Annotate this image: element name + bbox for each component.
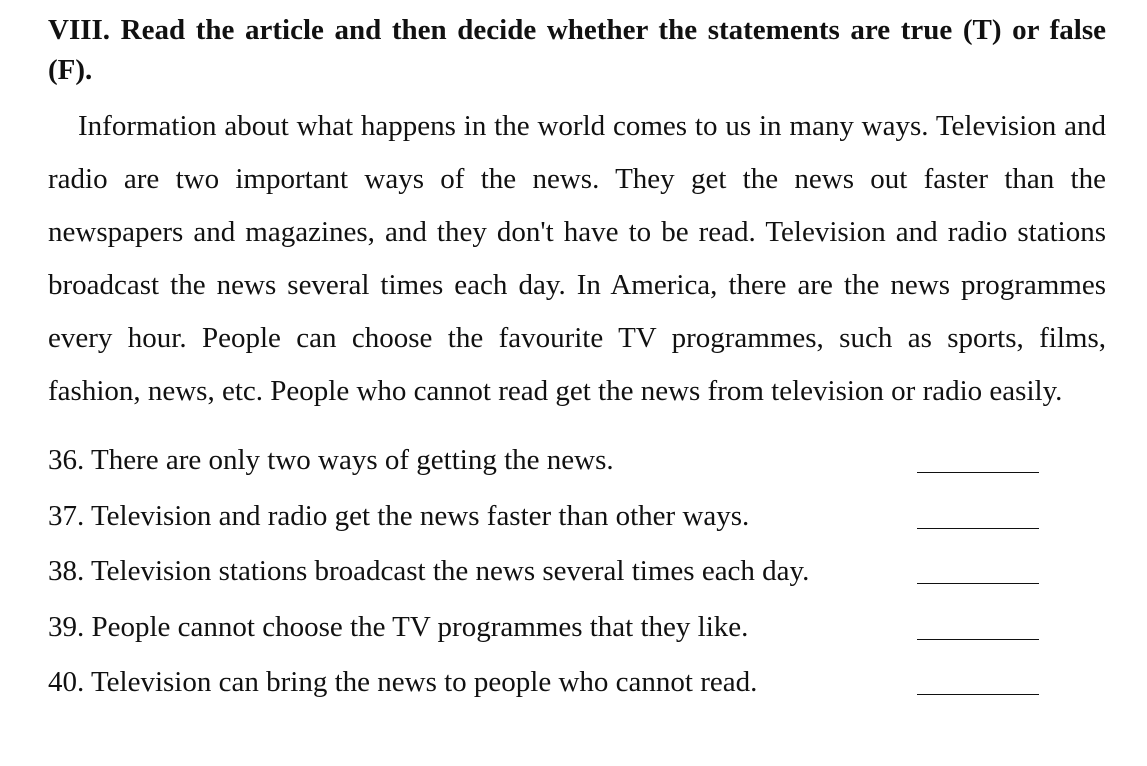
- statement-item: [48, 556, 1106, 612]
- answer-blank[interactable]: [917, 639, 1039, 640]
- answer-blank[interactable]: [917, 472, 1039, 473]
- answer-blank[interactable]: [917, 528, 1039, 529]
- statement-item: [48, 501, 1106, 557]
- statement-text: 36. There are only two ways of getting the news.: [48, 444, 614, 476]
- statement-list: [48, 445, 1106, 723]
- statement-text: 37. Television and radio get the news faster than other ways.: [48, 499, 750, 532]
- answer-blank[interactable]: [917, 694, 1039, 695]
- exercise-heading: VIII. Read the article and then decide whether the statements are true (T) or false (F).: [48, 14, 1106, 86]
- article-text: Information about what happens in the world comes to us in many ways. Television and radio are two important ways of the news. They get the news out faster than the newspapers and magazines, and they don't have to be read. Television and radio stations broadcast the news several times each day. In America, there are the news programmes every hour. People can choose the favourite TV programmes, such as sports, films, fashion, news, etc. People who cannot read get the news from television or radio easily.: [48, 110, 1106, 407]
- statement-text: 39. People cannot choose the TV programmes that they like.: [48, 610, 749, 643]
- statement-item: [48, 667, 1106, 723]
- statement-text: 38. Television stations broadcast the news several times each day.: [48, 555, 810, 587]
- answer-blank[interactable]: [917, 583, 1039, 584]
- statement-item: [48, 612, 1106, 668]
- worksheet-page: [48, 10, 1106, 723]
- statement-item: [48, 445, 1106, 501]
- statement-text: 40. Television can bring the news to people who cannot read.: [48, 666, 758, 698]
